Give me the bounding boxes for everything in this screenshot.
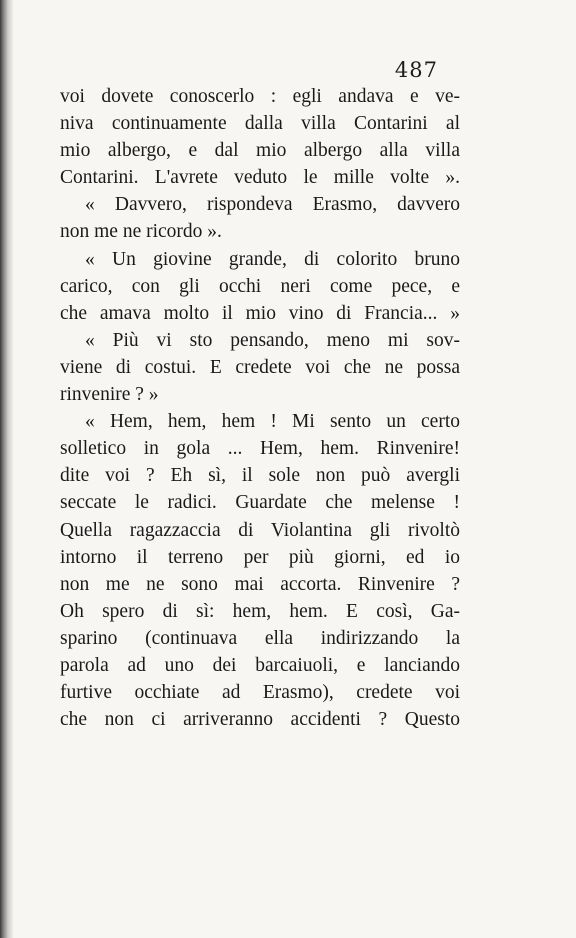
- text-line: parola ad uno dei barcaiuoli, e lanciando: [60, 654, 460, 676]
- text-line: che non ci arriveranno accidenti ? Questo: [60, 709, 460, 731]
- text-line: non me ne sono mai accorta. Rinvenire ?: [60, 573, 460, 595]
- text-line: « Un giovine grande, di colorito bruno: [85, 248, 460, 270]
- text-line: niva continuamente dalla villa Contarini al: [60, 113, 460, 135]
- text-line: rinvenire ? »: [60, 384, 159, 406]
- text-line: voi dovete conoscerlo : egli andava e ve-: [60, 86, 460, 107]
- text-line: sparino (continuava ella indirizzando la: [60, 627, 460, 649]
- text-line: dite voi ? Eh sì, il sole non può avergli: [60, 465, 460, 487]
- text-line: che amava molto il mio vino di Francia... »: [60, 302, 460, 324]
- text-line: intorno il terreno per più giorni, ed io: [60, 546, 460, 568]
- text-line: mio albergo, e dal mio albergo alla villa: [60, 140, 460, 162]
- text-line: seccate le radici. Guardate che melense !: [60, 492, 460, 514]
- text-line: Contarini. L'avrete veduto le mille volte ».: [60, 167, 460, 189]
- text-line: « Hem, hem, hem ! Mi sento un certo: [85, 411, 460, 433]
- text-line: furtive occhiate ad Erasmo), credete voi: [60, 682, 460, 704]
- text-line: carico, con gli occhi neri come pece, e: [60, 275, 460, 297]
- binding-edge: [0, 0, 14, 938]
- text-line: « Davvero, rispondeva Erasmo, davvero: [85, 194, 460, 216]
- page-number: 487: [394, 58, 438, 82]
- text-line: solletico in gola ... Hem, hem. Rinvenire!: [60, 438, 460, 460]
- text-line: Oh spero di sì: hem, hem. E così, Ga-: [60, 600, 460, 622]
- text-line: Quella ragazzaccia di Violantina gli rivoltò: [60, 519, 460, 541]
- text-line: non me ne ricordo ».: [60, 221, 222, 243]
- text-line: viene di costui. E credete voi che ne possa: [60, 356, 460, 378]
- body-text: [60, 83, 460, 733]
- text-line: « Più vi sto pensando, meno mi sov-: [85, 329, 460, 351]
